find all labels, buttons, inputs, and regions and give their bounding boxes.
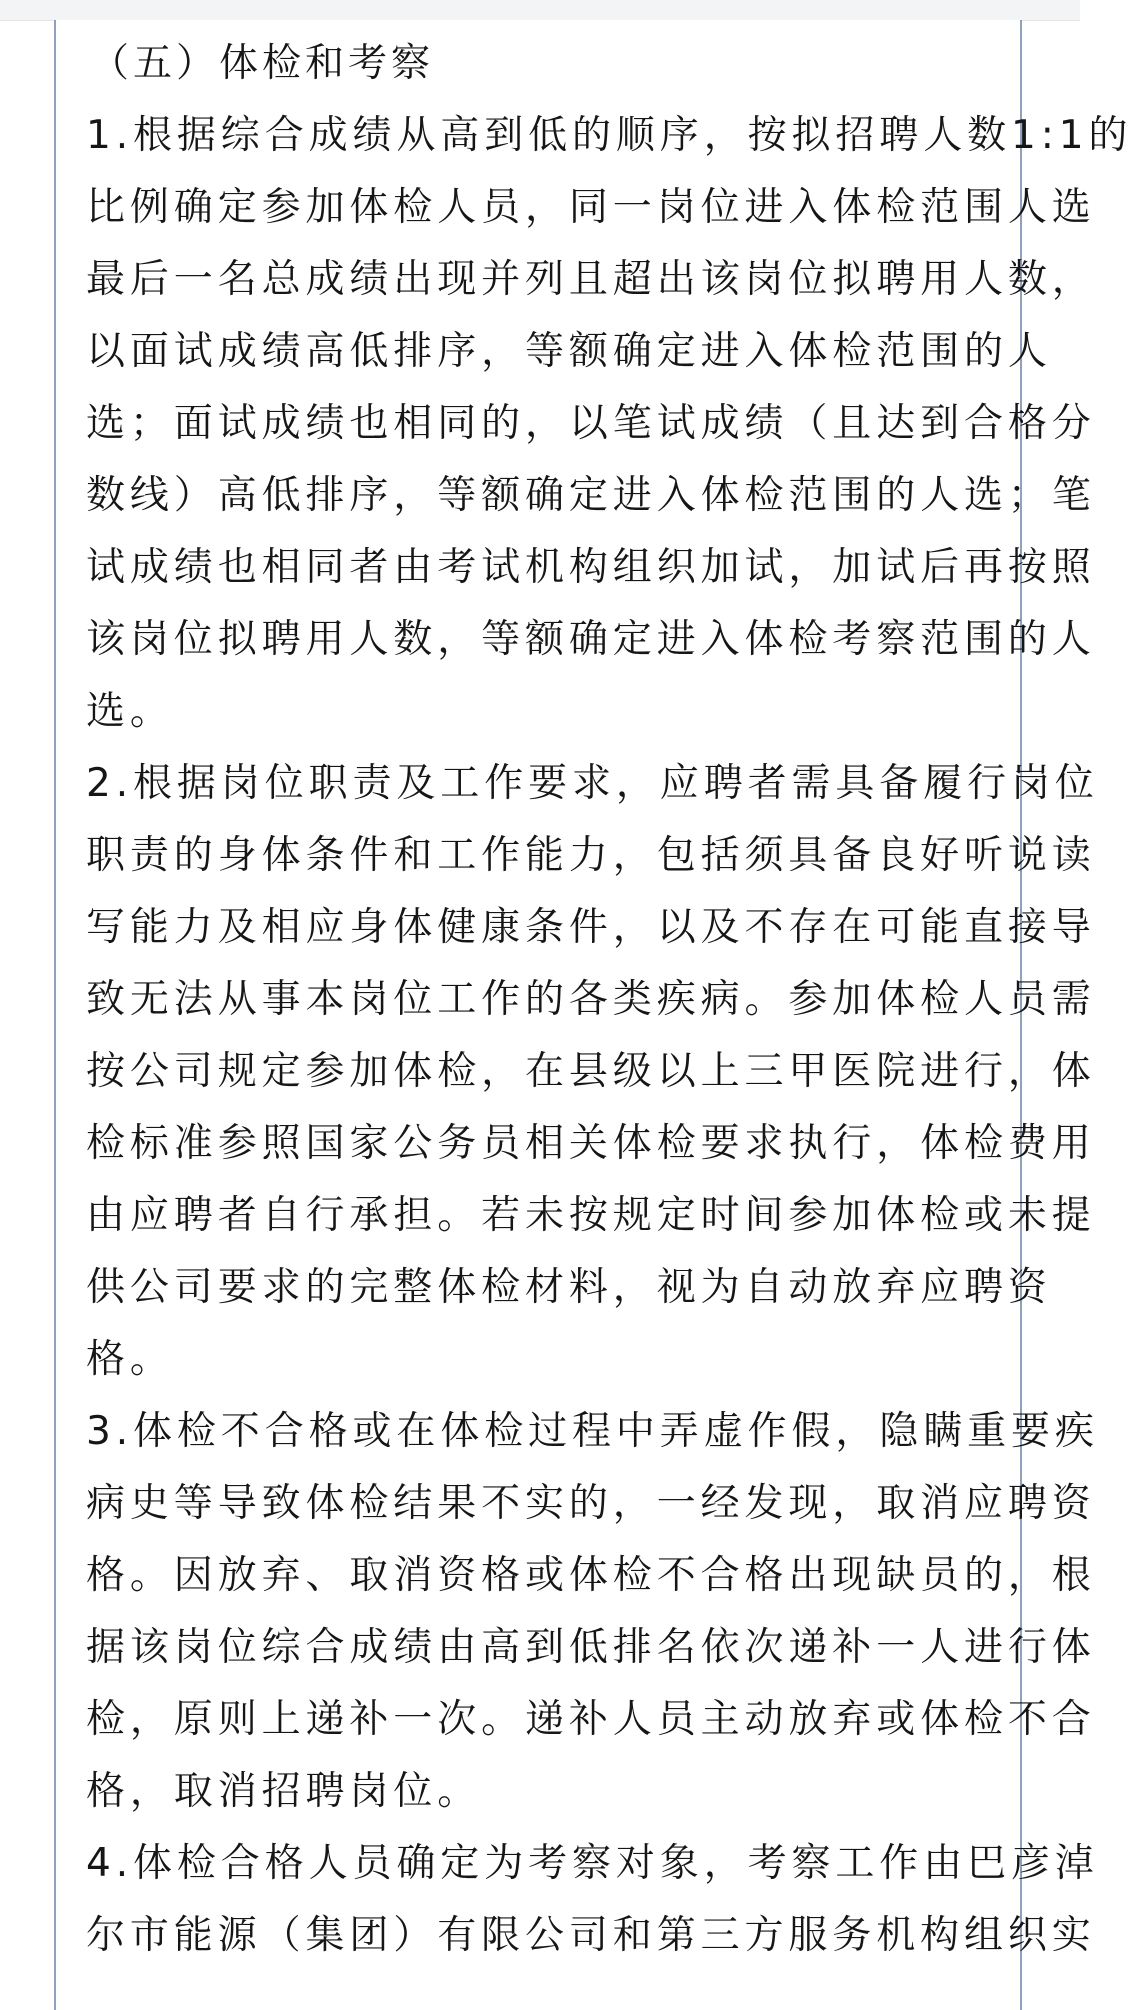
- text-line: 选。: [86, 689, 174, 734]
- text-line: 据该岗位综合成绩由高到低排名依次递补一人进行体: [86, 1625, 1096, 1670]
- text-line: 最后一名总成绩出现并列且超出该岗位拟聘用人数，: [86, 257, 1096, 302]
- text-line: 病史等导致体检结果不实的，一经发现，取消应聘资: [86, 1481, 1096, 1526]
- text-line: 按公司规定参加体检，在县级以上三甲医院进行，体: [86, 1049, 1096, 1094]
- text-line: 数线）高低排序，等额确定进入体检范围的人选；笔: [86, 473, 1096, 518]
- text-line: 4.体检合格人员确定为考察对象，考察工作由巴彦淖: [86, 1841, 1099, 1886]
- text-line: 选；面试成绩也相同的，以笔试成绩（且达到合格分: [86, 401, 1096, 446]
- text-line: 3.体检不合格或在体检过程中弄虚作假，隐瞒重要疾: [86, 1409, 1099, 1454]
- text-line: 致无法从事本岗位工作的各类疾病。参加体检人员需: [86, 977, 1096, 1022]
- text-line: 格。因放弃、取消资格或体检不合格出现缺员的，根: [86, 1553, 1096, 1598]
- text-line: 检，原则上递补一次。递补人员主动放弃或体检不合: [86, 1697, 1096, 1742]
- section-heading: （五）体检和考察: [90, 41, 435, 86]
- text-line: 格，取消招聘岗位。: [86, 1769, 482, 1814]
- text-line: 以面试成绩高低排序，等额确定进入体检范围的人: [86, 329, 1052, 374]
- top-strip: [0, 0, 1080, 21]
- text-line: 试成绩也相同者由考试机构组织加试，加试后再按照: [86, 545, 1096, 590]
- text-line: 2.根据岗位职责及工作要求，应聘者需具备履行岗位: [86, 761, 1099, 806]
- text-line: 供公司要求的完整体检材料，视为自动放弃应聘资: [86, 1265, 1052, 1310]
- text-line: 职责的身体条件和工作能力，包括须具备良好听说读: [86, 833, 1096, 878]
- text-line: 写能力及相应身体健康条件，以及不存在可能直接导: [86, 905, 1096, 950]
- document-page[interactable]: [54, 20, 1132, 2010]
- text-line: 1.根据综合成绩从高到低的顺序，按拟招聘人数1:1的: [86, 113, 1132, 158]
- text-line: 格。: [86, 1337, 174, 1382]
- text-line: 由应聘者自行承担。若未按规定时间参加体检或未提: [86, 1193, 1096, 1238]
- text-line: 该岗位拟聘用人数，等额确定进入体检考察范围的人: [86, 617, 1096, 662]
- text-line: 检标准参照国家公务员相关体检要求执行，体检费用: [86, 1121, 1096, 1166]
- text-line: 比例确定参加体检人员，同一岗位进入体检范围人选: [86, 185, 1096, 230]
- text-line: 尔市能源（集团）有限公司和第三方服务机构组织实: [86, 1913, 1096, 1958]
